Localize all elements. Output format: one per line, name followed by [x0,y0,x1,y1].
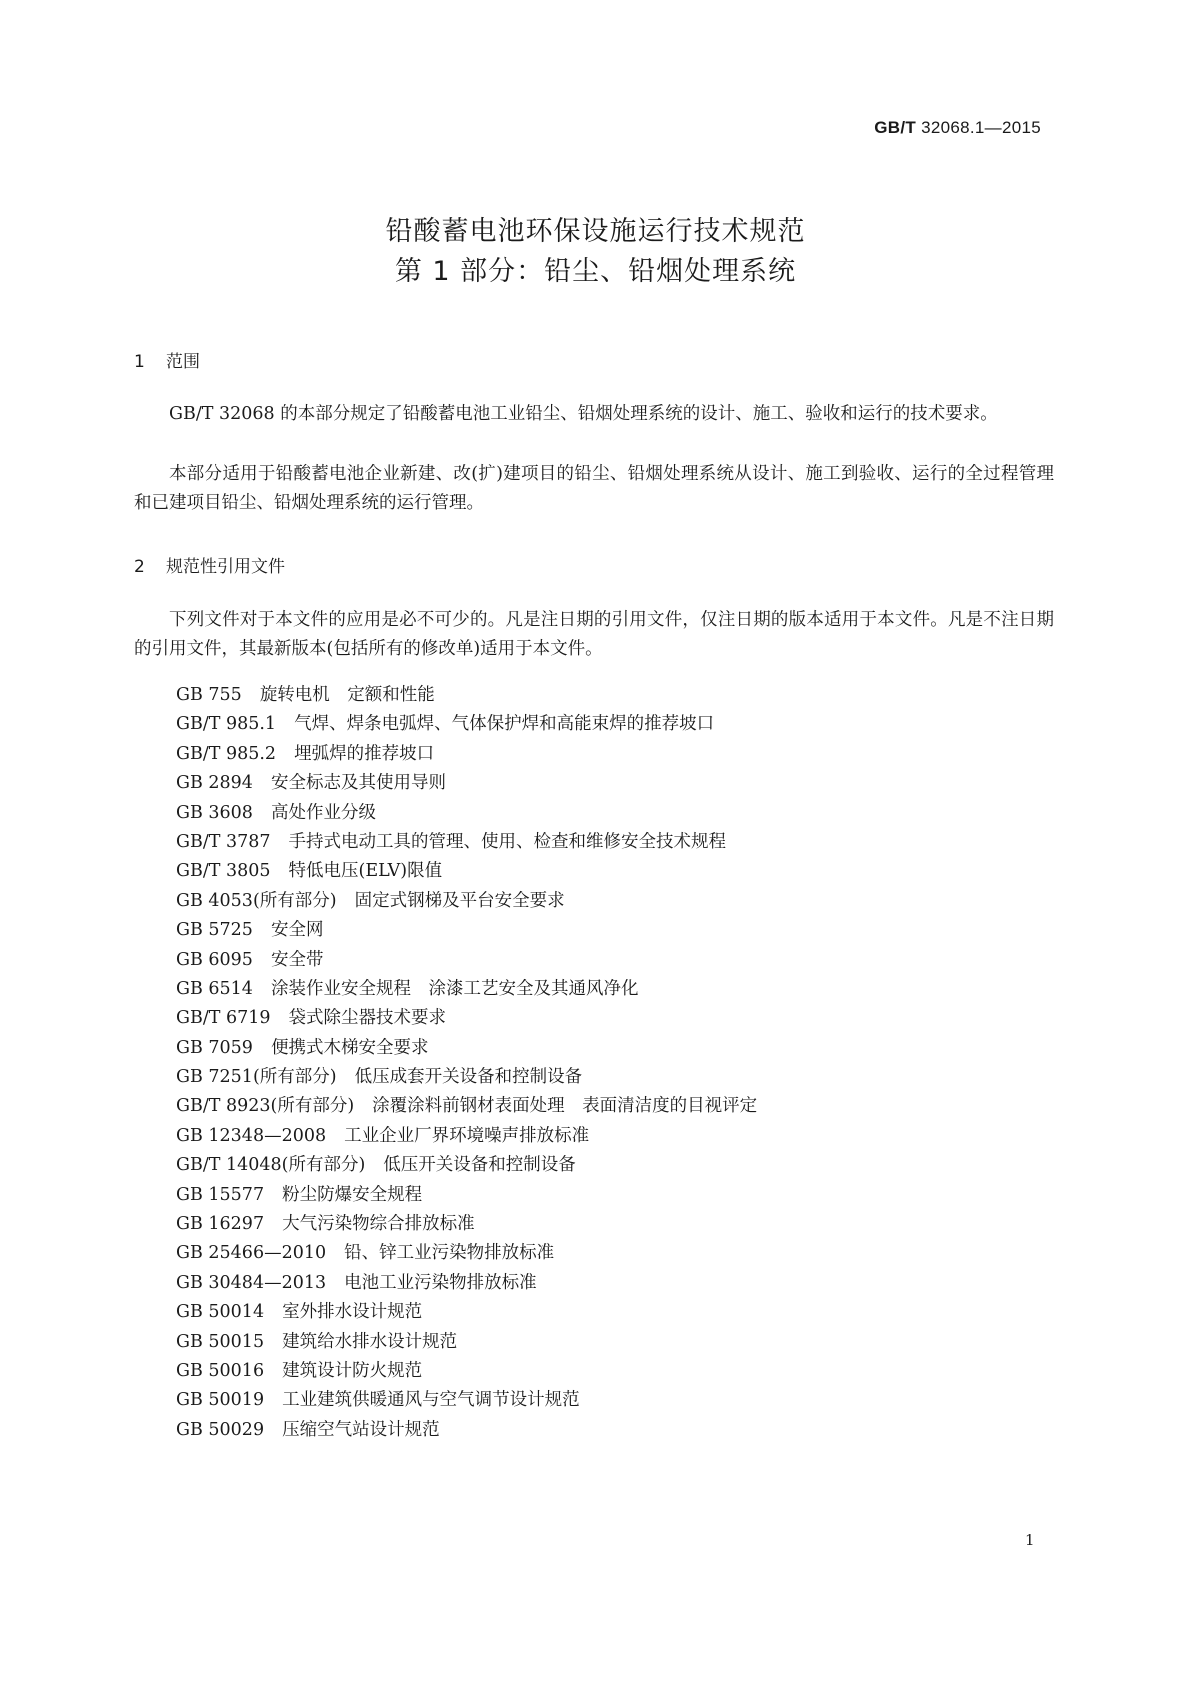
standard-number: 32068.1—2015 [921,118,1041,137]
reference-item [176,1239,757,1268]
reference-title: 低压成套开关设备和控制设备 [354,1067,583,1088]
reference-code: GB 50019 [176,1390,265,1411]
reference-code: GB/T 985.2 [176,743,277,764]
reference-title: 便携式木梯安全要求 [270,1037,429,1058]
reference-title: 高处作业分级 [270,802,376,823]
section-1-title: 范围 [166,352,200,372]
reference-code: GB 5725 [176,920,253,941]
reference-title: 铅、锌工业污染物排放标准 [344,1243,555,1264]
reference-title: 大气污染物综合排放标准 [282,1214,475,1235]
reference-item [176,1269,757,1298]
reference-title: 旋转电机 定额和性能 [259,685,435,705]
reference-code: GB/T 8923(所有部分) [176,1096,355,1117]
section-2-number: 2 [134,557,145,577]
reference-item [176,710,757,739]
reference-code: GB 50029 [176,1419,265,1440]
reference-title: 气焊、焊条电弧焊、气体保护焊和高能束焊的推荐坡口 [294,714,715,735]
standard-code [874,118,1041,138]
reference-item [176,1328,757,1357]
reference-code: GB 2894 [176,773,253,794]
reference-item [176,740,757,769]
reference-code: GB 6095 [176,949,253,970]
reference-item [176,1092,757,1121]
standard-prefix: GB/T [874,118,917,137]
reference-code: GB 6514 [176,978,253,999]
reference-list [176,681,757,1445]
reference-item [176,1181,757,1210]
reference-code: GB 15577 [176,1184,265,1205]
reference-item [176,946,757,975]
reference-code: GB 30484—2013 [176,1272,327,1293]
reference-item [176,1416,757,1445]
reference-item [176,1386,757,1415]
reference-code: GB 7251(所有部分) [176,1067,337,1088]
section-1-number: 1 [134,352,145,372]
scope-paragraph-1: GB/T 32068 的本部分规定了铅酸蓄电池工业铅尘、铅烟处理系统的设计、施工、验收和运行的技术要求。 [169,404,998,424]
reference-title: 特低电压(ELV)限值 [288,861,443,882]
reference-title: 建筑给水排水设计规范 [282,1331,458,1352]
reference-item [176,1004,757,1033]
reference-code: GB 50015 [176,1331,265,1352]
reference-title: 电池工业污染物排放标准 [344,1272,537,1293]
reference-title: 安全带 [270,949,324,970]
section-2-title: 规范性引用文件 [166,557,285,577]
reference-item [176,799,757,828]
reference-item [176,975,757,1004]
reference-code: GB/T 14048(所有部分) [176,1155,366,1176]
page-number: 1 [1025,1531,1035,1549]
title-line-2: 第 1 部分：铅尘、铅烟处理系统 [394,256,797,287]
reference-item [176,857,757,886]
reference-code: GB 7059 [176,1037,253,1058]
reference-title: 固定式钢梯及平台安全要求 [354,890,565,911]
reference-item [176,916,757,945]
reference-title: 工业建筑供暖通风与空气调节设计规范 [282,1390,580,1411]
reference-item [176,887,757,916]
section-1-heading [134,347,200,372]
reference-title: 室外排水设计规范 [282,1302,423,1323]
reference-item [176,1063,757,1092]
section-2-heading [134,552,285,577]
reference-title: 建筑设计防火规范 [282,1360,423,1381]
reference-code: GB/T 3805 [176,861,271,882]
reference-title: 涂装作业安全规程 涂漆工艺安全及其通风净化 [270,978,639,999]
reference-item [176,1034,757,1063]
reference-title: 手持式电动工具的管理、使用、检查和维修安全技术规程 [288,831,727,852]
reference-item [176,1151,757,1180]
reference-item [176,1122,757,1151]
references-intro: 下列文件对于本文件的应用是必不可少的。凡是注日期的引用文件，仅注日期的版本适用于本文件。凡是不注日期的引用文件，其最新版本(包括所有的修改单)适用于本文件。 [134,610,1054,659]
reference-title: 工业企业厂界环境噪声排放标准 [344,1125,590,1146]
reference-code: GB 50014 [176,1302,265,1323]
reference-item [176,1210,757,1239]
reference-code: GB 12348—2008 [176,1125,327,1146]
reference-item [176,1357,757,1386]
reference-code: GB 16297 [176,1214,265,1235]
reference-title: 低压开关设备和控制设备 [383,1155,576,1176]
reference-title: 埋弧焊的推荐坡口 [294,743,435,764]
reference-item [176,681,757,710]
reference-code: GB 4053(所有部分) [176,890,337,911]
reference-code: GB 25466—2010 [176,1243,327,1264]
reference-code: GB/T 3787 [176,831,271,852]
reference-code: GB 3608 [176,802,253,823]
reference-item [176,1298,757,1327]
reference-code: GB/T 985.1 [176,714,277,735]
scope-paragraph-2: 本部分适用于铅酸蓄电池企业新建、改(扩)建项目的铅尘、铅烟处理系统从设计、施工到验收、运行的全过程管理和已建项目铅尘、铅烟处理系统的运行管理。 [134,464,1054,513]
reference-title: 压缩空气站设计规范 [282,1419,440,1440]
reference-title: 涂覆涂料前钢材表面处理 表面清洁度的目视评定 [372,1096,758,1117]
document-title [0,212,1191,292]
reference-code: GB 50016 [176,1360,265,1381]
reference-item [176,828,757,857]
reference-title: 安全标志及其使用导则 [270,773,446,794]
reference-title: 袋式除尘器技术要求 [288,1008,447,1029]
reference-code: GB/T 6719 [176,1008,271,1029]
reference-code: GB 755 [176,685,242,705]
reference-item [176,769,757,798]
title-line-1: 铅酸蓄电池环保设施运行技术规范 [385,216,806,247]
reference-title: 粉尘防爆安全规程 [282,1184,423,1205]
reference-title: 安全网 [270,920,324,941]
